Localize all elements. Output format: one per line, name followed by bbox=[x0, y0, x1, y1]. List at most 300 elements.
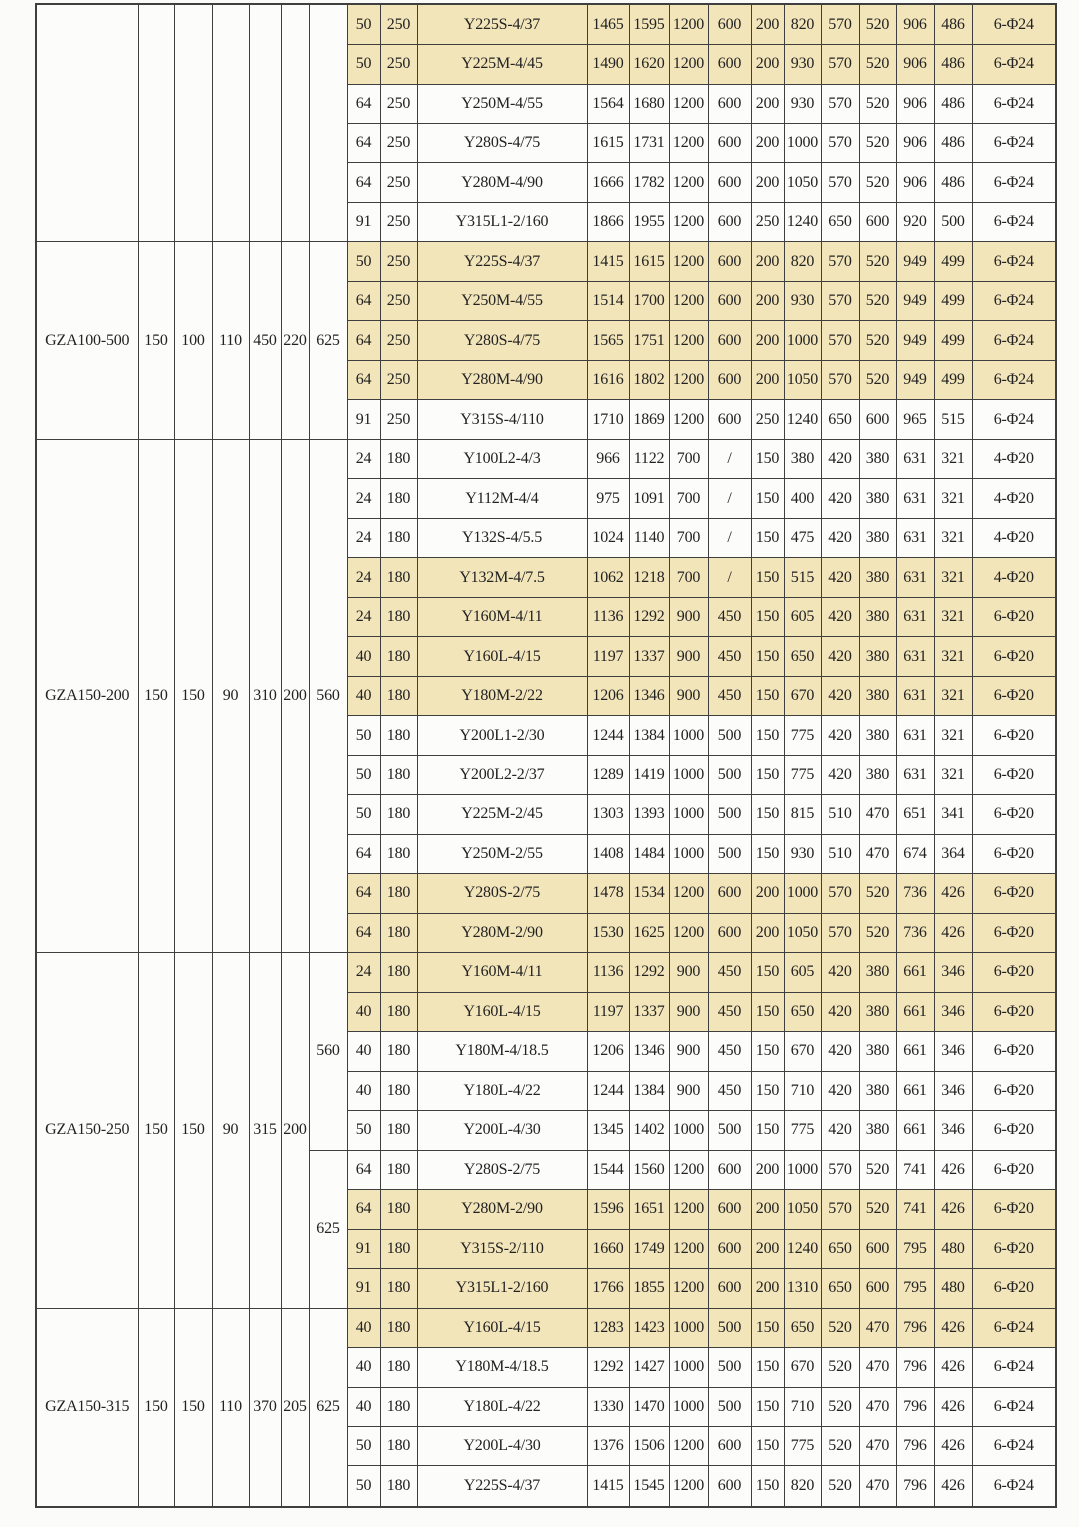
value-cell: 930 bbox=[784, 45, 821, 84]
value-cell: 470 bbox=[859, 1387, 896, 1426]
value-cell: 346 bbox=[934, 1032, 972, 1071]
motor-model-cell: Y200L-4/30 bbox=[417, 1426, 587, 1465]
value-cell: 661 bbox=[896, 992, 934, 1031]
value-cell: 1651 bbox=[629, 1190, 669, 1229]
value-cell: 1731 bbox=[629, 124, 669, 163]
value-cell: 200 bbox=[751, 874, 784, 913]
value-cell: 180 bbox=[380, 992, 417, 1031]
value-cell: 450 bbox=[708, 992, 751, 1031]
value-cell: 631 bbox=[896, 597, 934, 636]
value-cell: 500 bbox=[708, 1348, 751, 1387]
value-cell: 1050 bbox=[784, 913, 821, 952]
motor-model-cell: Y112M-4/4 bbox=[417, 479, 587, 518]
motor-model-cell: Y200L1-2/30 bbox=[417, 716, 587, 755]
value-cell: 1200 bbox=[669, 1269, 708, 1308]
motor-model-cell: Y100L2-4/3 bbox=[417, 439, 587, 478]
value-cell: 40 bbox=[347, 1032, 380, 1071]
value-cell: 150 bbox=[751, 637, 784, 676]
value-cell: 420 bbox=[821, 755, 859, 794]
value-cell: 1200 bbox=[669, 1466, 708, 1507]
section-model-cell: GZA100-500 bbox=[36, 242, 138, 439]
section-stand-cell bbox=[309, 4, 347, 242]
value-cell: 150 bbox=[751, 518, 784, 557]
value-cell: 1206 bbox=[587, 1032, 629, 1071]
value-cell: 1200 bbox=[669, 874, 708, 913]
value-cell: 150 bbox=[751, 953, 784, 992]
value-cell: 796 bbox=[896, 1387, 934, 1426]
value-cell: 426 bbox=[934, 1348, 972, 1387]
value-cell: 966 bbox=[587, 439, 629, 478]
value-cell: 710 bbox=[784, 1071, 821, 1110]
value-cell: 180 bbox=[380, 439, 417, 478]
section-dim-cell: 370 bbox=[249, 1308, 281, 1507]
value-cell: 520 bbox=[859, 360, 896, 399]
value-cell: 346 bbox=[934, 953, 972, 992]
value-cell: 6-Φ20 bbox=[972, 1032, 1056, 1071]
value-cell: 450 bbox=[708, 597, 751, 636]
value-cell: 1200 bbox=[669, 321, 708, 360]
value-cell: 650 bbox=[821, 1229, 859, 1268]
value-cell: 6-Φ24 bbox=[972, 360, 1056, 399]
value-cell: 450 bbox=[708, 1071, 751, 1110]
value-cell: 380 bbox=[859, 953, 896, 992]
value-cell: 570 bbox=[821, 1150, 859, 1189]
value-cell: 420 bbox=[821, 716, 859, 755]
value-cell: 1376 bbox=[587, 1426, 629, 1465]
value-cell: 600 bbox=[708, 913, 751, 952]
value-cell: 1478 bbox=[587, 874, 629, 913]
value-cell: 24 bbox=[347, 518, 380, 557]
value-cell: 520 bbox=[859, 242, 896, 281]
value-cell: 631 bbox=[896, 755, 934, 794]
value-cell: 40 bbox=[347, 1071, 380, 1110]
value-cell: 1000 bbox=[669, 1387, 708, 1426]
value-cell: 1384 bbox=[629, 716, 669, 755]
value-cell: 380 bbox=[859, 597, 896, 636]
value-cell: 1484 bbox=[629, 834, 669, 873]
value-cell: 475 bbox=[784, 518, 821, 557]
value-cell: 1384 bbox=[629, 1071, 669, 1110]
motor-model-cell: Y180M-4/18.5 bbox=[417, 1032, 587, 1071]
value-cell: 1514 bbox=[587, 281, 629, 320]
motor-model-cell: Y315L1-2/160 bbox=[417, 202, 587, 241]
value-cell: 900 bbox=[669, 992, 708, 1031]
section-dim-cell: 205 bbox=[281, 1308, 309, 1507]
value-cell: 600 bbox=[708, 1426, 751, 1465]
value-cell: 1200 bbox=[669, 360, 708, 399]
value-cell: 1000 bbox=[669, 755, 708, 794]
value-cell: 1869 bbox=[629, 400, 669, 439]
value-cell: 1200 bbox=[669, 1150, 708, 1189]
value-cell: 975 bbox=[587, 479, 629, 518]
value-cell: 600 bbox=[859, 1229, 896, 1268]
value-cell: 180 bbox=[380, 1387, 417, 1426]
value-cell: 631 bbox=[896, 637, 934, 676]
value-cell: 510 bbox=[821, 795, 859, 834]
section-stand-cell: 625 bbox=[309, 1150, 347, 1308]
value-cell: 600 bbox=[859, 400, 896, 439]
value-cell: 1490 bbox=[587, 45, 629, 84]
section-dim-cell: 150 bbox=[138, 953, 174, 1308]
value-cell: 450 bbox=[708, 676, 751, 715]
motor-model-cell: Y280S-4/75 bbox=[417, 321, 587, 360]
value-cell: 200 bbox=[751, 163, 784, 202]
value-cell: 40 bbox=[347, 637, 380, 676]
section-dim-cell: 100 bbox=[174, 242, 212, 439]
value-cell: 674 bbox=[896, 834, 934, 873]
value-cell: 420 bbox=[821, 676, 859, 715]
value-cell: 250 bbox=[380, 84, 417, 123]
value-cell: 1000 bbox=[669, 1308, 708, 1347]
value-cell: 650 bbox=[784, 1308, 821, 1347]
value-cell: 180 bbox=[380, 1150, 417, 1189]
value-cell: 600 bbox=[708, 45, 751, 84]
value-cell: 600 bbox=[708, 1190, 751, 1229]
value-cell: 6-Φ20 bbox=[972, 755, 1056, 794]
value-cell: 50 bbox=[347, 45, 380, 84]
value-cell: 520 bbox=[859, 163, 896, 202]
value-cell: 1200 bbox=[669, 4, 708, 45]
value-cell: 64 bbox=[347, 874, 380, 913]
value-cell: 775 bbox=[784, 755, 821, 794]
value-cell: 906 bbox=[896, 163, 934, 202]
value-cell: 24 bbox=[347, 479, 380, 518]
value-cell: 1200 bbox=[669, 1426, 708, 1465]
value-cell: 180 bbox=[380, 755, 417, 794]
value-cell: 200 bbox=[751, 84, 784, 123]
value-cell: 515 bbox=[934, 400, 972, 439]
value-cell: 900 bbox=[669, 676, 708, 715]
value-cell: 180 bbox=[380, 637, 417, 676]
value-cell: 1615 bbox=[587, 124, 629, 163]
value-cell: 1802 bbox=[629, 360, 669, 399]
value-cell: 180 bbox=[380, 518, 417, 557]
motor-model-cell: Y132S-4/5.5 bbox=[417, 518, 587, 557]
value-cell: 470 bbox=[859, 795, 896, 834]
motor-model-cell: Y280S-4/75 bbox=[417, 124, 587, 163]
value-cell: 1700 bbox=[629, 281, 669, 320]
motor-model-cell: Y180M-2/22 bbox=[417, 676, 587, 715]
value-cell: 4-Φ20 bbox=[972, 479, 1056, 518]
value-cell: 40 bbox=[347, 1348, 380, 1387]
value-cell: 700 bbox=[669, 479, 708, 518]
value-cell: 180 bbox=[380, 1190, 417, 1229]
value-cell: 736 bbox=[896, 874, 934, 913]
value-cell: 4-Φ20 bbox=[972, 518, 1056, 557]
value-cell: 321 bbox=[934, 558, 972, 597]
value-cell: 6-Φ20 bbox=[972, 716, 1056, 755]
section-dim-cell: 450 bbox=[249, 242, 281, 439]
value-cell: 346 bbox=[934, 1111, 972, 1150]
section-dim-cell bbox=[174, 4, 212, 242]
section-dim-cell bbox=[212, 4, 249, 242]
motor-model-cell: Y180L-4/22 bbox=[417, 1387, 587, 1426]
value-cell: 426 bbox=[934, 1190, 972, 1229]
value-cell: 631 bbox=[896, 518, 934, 557]
value-cell: 1595 bbox=[629, 4, 669, 45]
value-cell: 570 bbox=[821, 874, 859, 913]
value-cell: 180 bbox=[380, 874, 417, 913]
value-cell: 520 bbox=[859, 874, 896, 913]
value-cell: 420 bbox=[821, 597, 859, 636]
value-cell: 250 bbox=[380, 45, 417, 84]
value-cell: 200 bbox=[751, 1229, 784, 1268]
motor-model-cell: Y160M-4/11 bbox=[417, 953, 587, 992]
value-cell: 426 bbox=[934, 1387, 972, 1426]
value-cell: 180 bbox=[380, 795, 417, 834]
value-cell: 661 bbox=[896, 953, 934, 992]
value-cell: 900 bbox=[669, 1071, 708, 1110]
value-cell: 500 bbox=[708, 834, 751, 873]
value-cell: / bbox=[708, 558, 751, 597]
value-cell: 1200 bbox=[669, 1190, 708, 1229]
motor-model-cell: Y160L-4/15 bbox=[417, 637, 587, 676]
value-cell: 200 bbox=[751, 1150, 784, 1189]
value-cell: 380 bbox=[859, 479, 896, 518]
value-cell: 6-Φ24 bbox=[972, 1466, 1056, 1507]
value-cell: 570 bbox=[821, 84, 859, 123]
value-cell: 420 bbox=[821, 1032, 859, 1071]
value-cell: 180 bbox=[380, 1269, 417, 1308]
value-cell: 500 bbox=[708, 1308, 751, 1347]
value-cell: 600 bbox=[708, 202, 751, 241]
value-cell: 200 bbox=[751, 1269, 784, 1308]
spec-table bbox=[35, 3, 1057, 1508]
value-cell: 420 bbox=[821, 637, 859, 676]
value-cell: 420 bbox=[821, 558, 859, 597]
value-cell: 661 bbox=[896, 1111, 934, 1150]
value-cell: 64 bbox=[347, 913, 380, 952]
value-cell: 486 bbox=[934, 84, 972, 123]
value-cell: 1330 bbox=[587, 1387, 629, 1426]
value-cell: 650 bbox=[784, 992, 821, 1031]
value-cell: 570 bbox=[821, 360, 859, 399]
value-cell: 1136 bbox=[587, 597, 629, 636]
value-cell: 150 bbox=[751, 834, 784, 873]
value-cell: 321 bbox=[934, 479, 972, 518]
value-cell: 600 bbox=[708, 360, 751, 399]
value-cell: 470 bbox=[859, 1308, 896, 1347]
value-cell: 6-Φ24 bbox=[972, 281, 1056, 320]
value-cell: 64 bbox=[347, 834, 380, 873]
value-cell: 775 bbox=[784, 1111, 821, 1150]
section-model-cell: GZA150-315 bbox=[36, 1308, 138, 1507]
value-cell: 470 bbox=[859, 1466, 896, 1507]
value-cell: 200 bbox=[751, 45, 784, 84]
value-cell: 700 bbox=[669, 518, 708, 557]
value-cell: 40 bbox=[347, 676, 380, 715]
value-cell: 1337 bbox=[629, 992, 669, 1031]
value-cell: 426 bbox=[934, 1426, 972, 1465]
value-cell: 949 bbox=[896, 281, 934, 320]
section-dim-cell: 90 bbox=[212, 439, 249, 952]
value-cell: 346 bbox=[934, 1071, 972, 1110]
value-cell: 6-Φ20 bbox=[972, 1111, 1056, 1150]
value-cell: 1408 bbox=[587, 834, 629, 873]
value-cell: 480 bbox=[934, 1229, 972, 1268]
value-cell: 40 bbox=[347, 992, 380, 1031]
value-cell: 64 bbox=[347, 281, 380, 320]
value-cell: 150 bbox=[751, 1032, 784, 1071]
value-cell: 470 bbox=[859, 1348, 896, 1387]
value-cell: 6-Φ24 bbox=[972, 1308, 1056, 1347]
value-cell: 570 bbox=[821, 281, 859, 320]
value-cell: 1000 bbox=[784, 124, 821, 163]
value-cell: 180 bbox=[380, 1348, 417, 1387]
value-cell: 900 bbox=[669, 953, 708, 992]
value-cell: 64 bbox=[347, 124, 380, 163]
spec-table-container bbox=[35, 3, 1057, 1508]
value-cell: 6-Φ24 bbox=[972, 1387, 1056, 1426]
value-cell: 1283 bbox=[587, 1308, 629, 1347]
value-cell: 180 bbox=[380, 676, 417, 715]
value-cell: 50 bbox=[347, 1466, 380, 1507]
value-cell: 50 bbox=[347, 716, 380, 755]
value-cell: 200 bbox=[751, 281, 784, 320]
value-cell: 930 bbox=[784, 834, 821, 873]
value-cell: 1530 bbox=[587, 913, 629, 952]
value-cell: 40 bbox=[347, 1308, 380, 1347]
value-cell: 710 bbox=[784, 1387, 821, 1426]
value-cell: 520 bbox=[821, 1348, 859, 1387]
value-cell: 1000 bbox=[784, 874, 821, 913]
section-stand-cell: 625 bbox=[309, 242, 347, 439]
section-dim-cell: 200 bbox=[281, 439, 309, 952]
value-cell: 520 bbox=[859, 124, 896, 163]
value-cell: 906 bbox=[896, 84, 934, 123]
value-cell: 321 bbox=[934, 439, 972, 478]
value-cell: 661 bbox=[896, 1032, 934, 1071]
value-cell: 40 bbox=[347, 1387, 380, 1426]
value-cell: 1000 bbox=[784, 321, 821, 360]
value-cell: 1091 bbox=[629, 479, 669, 518]
value-cell: 200 bbox=[751, 913, 784, 952]
value-cell: 949 bbox=[896, 360, 934, 399]
value-cell: 1200 bbox=[669, 45, 708, 84]
value-cell: 1393 bbox=[629, 795, 669, 834]
value-cell: 380 bbox=[859, 1111, 896, 1150]
motor-model-cell: Y160L-4/15 bbox=[417, 1308, 587, 1347]
value-cell: 380 bbox=[859, 518, 896, 557]
value-cell: 500 bbox=[708, 716, 751, 755]
value-cell: 486 bbox=[934, 45, 972, 84]
value-cell: 150 bbox=[751, 755, 784, 794]
value-cell: 900 bbox=[669, 637, 708, 676]
value-cell: 600 bbox=[708, 163, 751, 202]
value-cell: 6-Φ20 bbox=[972, 597, 1056, 636]
value-cell: 180 bbox=[380, 1229, 417, 1268]
value-cell: 1955 bbox=[629, 202, 669, 241]
value-cell: 180 bbox=[380, 1308, 417, 1347]
value-cell: 570 bbox=[821, 4, 859, 45]
value-cell: 631 bbox=[896, 716, 934, 755]
section-dim-cell bbox=[138, 4, 174, 242]
motor-model-cell: Y225S-4/37 bbox=[417, 242, 587, 281]
value-cell: 1534 bbox=[629, 874, 669, 913]
value-cell: 321 bbox=[934, 716, 972, 755]
value-cell: 380 bbox=[859, 1032, 896, 1071]
value-cell: 1666 bbox=[587, 163, 629, 202]
value-cell: 6-Φ24 bbox=[972, 202, 1056, 241]
value-cell: 150 bbox=[751, 439, 784, 478]
value-cell: 1000 bbox=[784, 1150, 821, 1189]
value-cell: 1200 bbox=[669, 913, 708, 952]
value-cell: 321 bbox=[934, 597, 972, 636]
value-cell: 64 bbox=[347, 1150, 380, 1189]
value-cell: 700 bbox=[669, 558, 708, 597]
value-cell: 600 bbox=[708, 874, 751, 913]
motor-model-cell: Y200L-4/30 bbox=[417, 1111, 587, 1150]
motor-model-cell: Y250M-4/55 bbox=[417, 84, 587, 123]
value-cell: 64 bbox=[347, 84, 380, 123]
value-cell: 520 bbox=[859, 913, 896, 952]
value-cell: 180 bbox=[380, 558, 417, 597]
value-cell: 920 bbox=[896, 202, 934, 241]
value-cell: 775 bbox=[784, 1426, 821, 1465]
value-cell: 570 bbox=[821, 913, 859, 952]
value-cell: 930 bbox=[784, 84, 821, 123]
value-cell: 150 bbox=[751, 1426, 784, 1465]
value-cell: 180 bbox=[380, 834, 417, 873]
value-cell: 1710 bbox=[587, 400, 629, 439]
value-cell: 6-Φ20 bbox=[972, 1229, 1056, 1268]
section-stand-cell: 625 bbox=[309, 1308, 347, 1507]
value-cell: 1050 bbox=[784, 360, 821, 399]
value-cell: 510 bbox=[821, 834, 859, 873]
value-cell: 180 bbox=[380, 1426, 417, 1465]
value-cell: 341 bbox=[934, 795, 972, 834]
value-cell: 670 bbox=[784, 676, 821, 715]
motor-model-cell: Y280S-2/75 bbox=[417, 1150, 587, 1189]
value-cell: 426 bbox=[934, 1466, 972, 1507]
value-cell: 631 bbox=[896, 479, 934, 518]
motor-model-cell: Y180M-4/18.5 bbox=[417, 1348, 587, 1387]
value-cell: 1766 bbox=[587, 1269, 629, 1308]
value-cell: 420 bbox=[821, 518, 859, 557]
value-cell: 1000 bbox=[669, 834, 708, 873]
value-cell: 820 bbox=[784, 242, 821, 281]
value-cell: 670 bbox=[784, 1032, 821, 1071]
value-cell: 180 bbox=[380, 479, 417, 518]
value-cell: 346 bbox=[934, 992, 972, 1031]
value-cell: 180 bbox=[380, 716, 417, 755]
value-cell: 180 bbox=[380, 1032, 417, 1071]
value-cell: 570 bbox=[821, 163, 859, 202]
value-cell: 631 bbox=[896, 439, 934, 478]
value-cell: 1402 bbox=[629, 1111, 669, 1150]
value-cell: 1136 bbox=[587, 953, 629, 992]
value-cell: 380 bbox=[859, 558, 896, 597]
value-cell: 450 bbox=[708, 1032, 751, 1071]
value-cell: 570 bbox=[821, 321, 859, 360]
value-cell: 480 bbox=[934, 1269, 972, 1308]
value-cell: 420 bbox=[821, 953, 859, 992]
section-dim-cell: 200 bbox=[281, 953, 309, 1308]
value-cell: 520 bbox=[859, 281, 896, 320]
value-cell: 1565 bbox=[587, 321, 629, 360]
value-cell: 700 bbox=[669, 439, 708, 478]
value-cell: 600 bbox=[859, 202, 896, 241]
value-cell: 380 bbox=[859, 755, 896, 794]
value-cell: 570 bbox=[821, 1190, 859, 1229]
motor-model-cell: Y225S-4/37 bbox=[417, 4, 587, 45]
value-cell: 426 bbox=[934, 1150, 972, 1189]
value-cell: 180 bbox=[380, 597, 417, 636]
value-cell: 1544 bbox=[587, 1150, 629, 1189]
value-cell: 250 bbox=[751, 400, 784, 439]
value-cell: 1749 bbox=[629, 1229, 669, 1268]
value-cell: 380 bbox=[859, 637, 896, 676]
